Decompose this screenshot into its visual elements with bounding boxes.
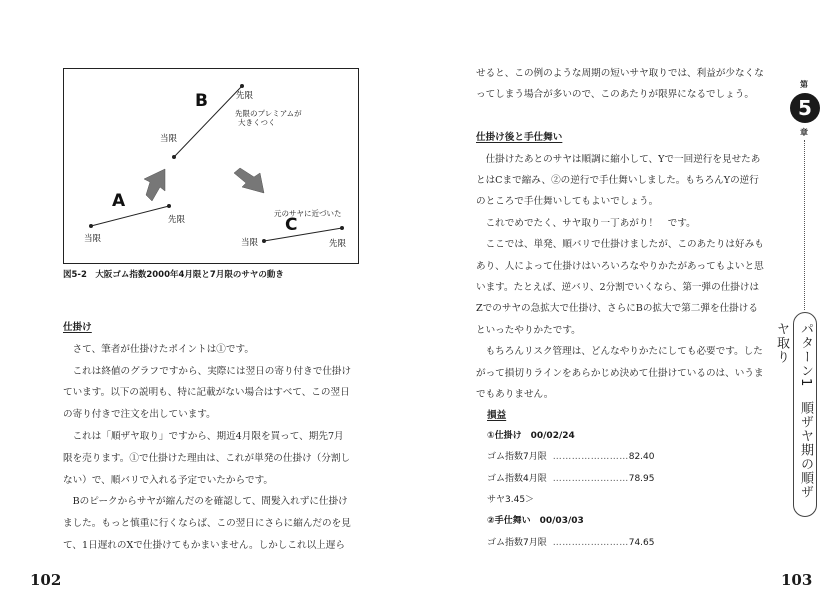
pl-row-leader: …………………… (552, 473, 629, 484)
body-line: の寄り付きで注文を出しています。 (63, 409, 216, 421)
pl-row-label: ①仕掛け 00/02/24 (487, 431, 575, 441)
pl-row (487, 492, 534, 505)
body-line: これは「順ザヤ取り」ですから、期近4月限を買って、期先7月 (63, 431, 344, 442)
label-b: B (195, 91, 208, 111)
pl-row-label: サヤ3.45＞ (487, 494, 535, 505)
body-line: ここでは、単発、順バリで仕掛けましたが、このあたりは好みも (476, 239, 764, 251)
body-line: ています。以下の説明も、特に記載がない場合はすべて、この翌日 (63, 387, 350, 399)
body-line: せると、この例のような周期の短いサヤ取りでは、利益が少なくな (476, 68, 764, 79)
body-line: Bのピークからサヤが縮んだのを確認して、間髪入れずに仕掛け (63, 496, 348, 508)
label-c-touki: 当限 (241, 238, 259, 248)
pl-row (487, 535, 655, 548)
section-heading: 仕掛け (63, 322, 92, 333)
body-line: のところで手仕舞いしてもよいでしょう。 (476, 196, 659, 208)
body-line: これは終値のグラフですから、実際には翌日の寄り付きで仕掛け (63, 365, 352, 377)
body-line: Zでのサヤの急拡大で仕掛け、さらにBの拡大で第二弾を仕掛ける (476, 303, 758, 315)
chapter-title: パターン1 順ザヤ期の順ザヤ取り (774, 322, 813, 500)
body-line: でもありません。 (476, 389, 554, 400)
body-line: 仕掛けたあとのサヤは順調に縮小して、Yで一回逆行を見せたあ (476, 153, 761, 165)
body-line: これでめでたく、サヤ取り一丁あがり！ です。 (476, 217, 696, 229)
body-line: あり、人によって仕掛けはいろいろなやりかたがあってもよいと思 (476, 260, 764, 272)
page-number-right: 103 (781, 571, 813, 589)
pl-row-value: 78.95 (628, 473, 655, 484)
body-line: さて、筆者が仕掛けたポイントは①です。 (63, 343, 254, 355)
body-line: ました。もっと慎重に行くならば、この翌日にさらに縮んだのを見 (63, 518, 351, 530)
section-heading: 仕掛け後と手仕舞い (476, 132, 563, 144)
label-c-note: 元のサヤに近づいた (274, 209, 342, 218)
page-number-left: 102 (30, 571, 62, 589)
pl-row (487, 471, 655, 484)
chapter-number-badge: 5 (790, 93, 820, 123)
label-b-note-1: 先限のプレミアムが (235, 109, 302, 118)
pl-row-value: 82.40 (628, 452, 655, 463)
label-c: C (285, 215, 298, 235)
body-line: もちろんリスク管理は、どんなやりかたにしても必要です。した (476, 346, 763, 358)
pl-row (487, 428, 575, 441)
body-line: といったやりかたです。 (476, 324, 581, 336)
spread-diagram (63, 68, 359, 264)
body-line: がって損切りラインをあらかじめ決めて仕掛けているのは、いうま (476, 367, 764, 379)
pl-row-label: ②手仕舞い 00/03/03 (487, 516, 584, 527)
pl-row-label: ゴム指数4月限 (487, 473, 547, 484)
label-a-touki: 当限 (84, 234, 102, 244)
pl-row-value: 74.65 (628, 537, 655, 548)
chapter-shou: 章 (800, 128, 808, 137)
label-a: A (112, 191, 126, 211)
label-b-senki: 先限 (236, 91, 254, 101)
label-c-senki: 先限 (329, 239, 347, 249)
pl-row-label: ゴム指数7月限 (487, 537, 547, 548)
body-line: て、1日遅れのXで仕掛けてもかまいません。しかしこれ以上遅ら (63, 540, 345, 551)
label-b-touki: 当限 (160, 134, 178, 144)
figure-caption: 図5-2 大阪ゴム指数2000年4月限と7月限のサヤの動き (63, 270, 284, 280)
label-b-note-2: 大きくつく (238, 118, 276, 127)
pl-row-leader: …………………… (552, 452, 629, 463)
body-line: 限を売ります。①で仕掛けた理由は、これが単発の仕掛け（分割し (63, 452, 351, 464)
pl-row (487, 449, 655, 462)
body-line: ってしまう場合が多いので、このあたりが限界になるでしょう。 (476, 89, 754, 101)
pl-row-label: ゴム指数7月限 (487, 452, 547, 463)
body-line: います。たとえば、逆バリ、2分割でいくなら、第一弾の仕掛けは (476, 282, 760, 293)
body-line: ない）で、順バリで入れる予定でいたからです。 (63, 474, 274, 486)
pl-row-leader: …………………… (552, 537, 629, 548)
body-line: とはCまで縮み、②の逆行で手仕舞いしました。もちろんYの逆行 (476, 175, 759, 186)
pl-heading: 損益 (487, 410, 507, 421)
label-a-senki: 先限 (168, 215, 186, 225)
pl-row (487, 513, 584, 526)
chapter-divider (804, 140, 805, 310)
chapter-dai: 第 (800, 80, 808, 89)
spread-diagram-graphic (64, 69, 360, 265)
